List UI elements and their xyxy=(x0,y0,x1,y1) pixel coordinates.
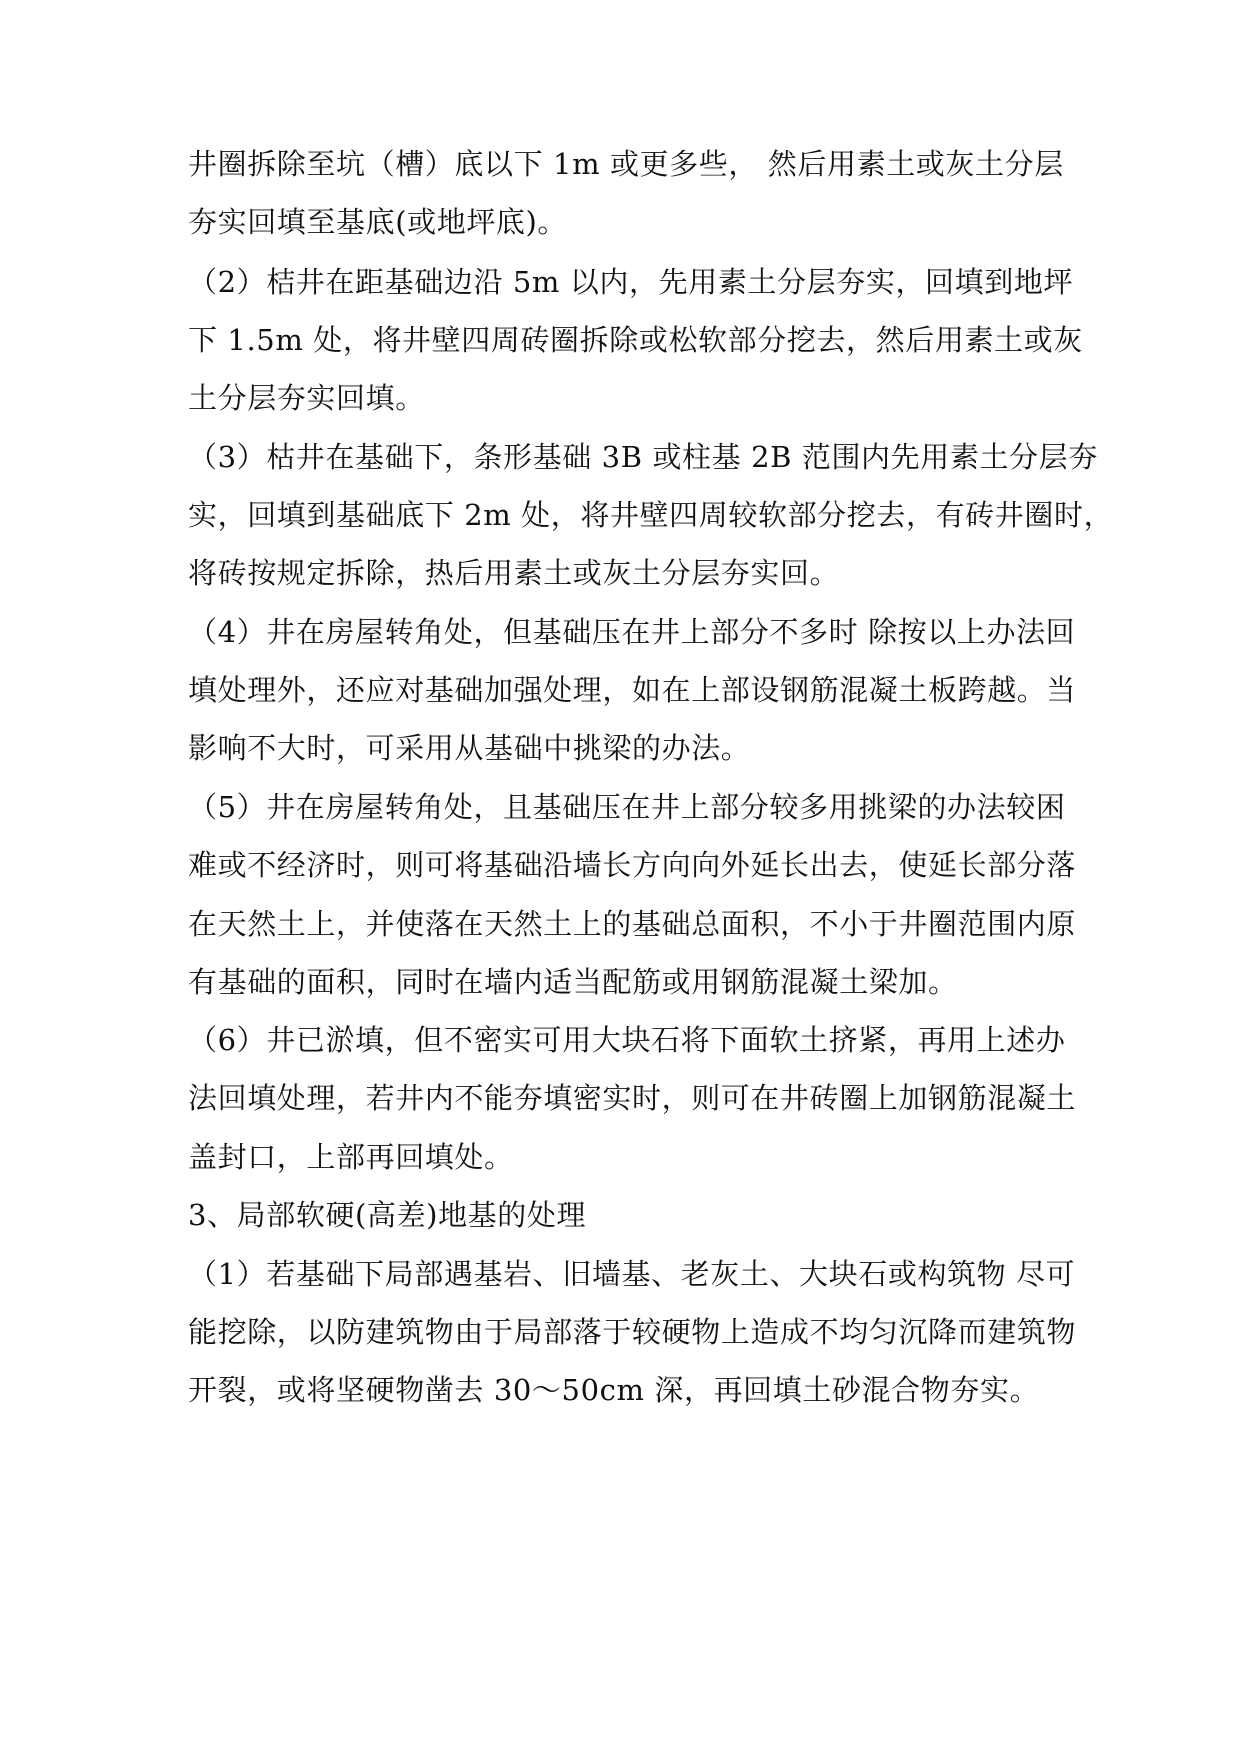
text-line-12: （5）井在房屋转角处，且基础压在井上部分较多用挑梁的办法较困 xyxy=(188,790,1066,824)
text-line-2: 夯实回填至基底(或地坪底)。 xyxy=(188,205,568,239)
text-line-15: 有基础的面积，同时在墙内适当配筋或用钢筋混凝土梁加。 xyxy=(188,965,958,999)
text-line-16: （6）井已淤填，但不密实可用大块石将下面软土挤紧，再用上述办 xyxy=(188,1023,1066,1057)
text-line-7: 实，回填到基础底下 2m 处，将井壁四周较软部分挖去，有砖井圈时， xyxy=(188,498,1114,532)
text-line-1: 井圈拆除至坑（槽）底以下 1m 或更多些， 然后用素土或灰土分层 xyxy=(188,147,1064,181)
text-line-8: 将砖按规定拆除，热后用素土或灰土分层夯实回。 xyxy=(188,556,840,590)
text-line-6: （3）枯井在基础下，条形基础 3B 或柱基 2B 范围内先用素土分层夯 xyxy=(188,440,1098,474)
text-line-5: 土分层夯实回填。 xyxy=(188,381,425,415)
text-line-9: （4）井在房屋转角处，但基础压在井上部分不多时 除按以上办法回 xyxy=(188,615,1076,649)
text-line-14: 在天然土上，并使落在天然土上的基础总面积，不小于井圈范围内原 xyxy=(188,907,1077,941)
text-line-22: 开裂，或将坚硬物凿去 30～50cm 深，再回填土砂混合物夯实。 xyxy=(188,1373,1040,1407)
text-line-3: （2）桔井在距基础边沿 5m 以内，先用素土分层夯实，回填到地坪 xyxy=(188,265,1074,299)
text-line-10: 填处理外，还应对基础加强处理，如在上部设钢筋混凝土板跨越。当 xyxy=(188,673,1077,707)
text-line-11: 影响不大时，可采用从基础中挑梁的办法。 xyxy=(188,731,751,765)
text-line-4: 下 1.5m 处，将井壁四周砖圈拆除或松软部分挖去，然后用素土或灰 xyxy=(188,323,1083,357)
text-line-21: 能挖除，以防建筑物由于局部落于较硬物上造成不均匀沉降而建筑物 xyxy=(188,1315,1077,1349)
text-line-20: （1）若基础下局部遇基岩、旧墙基、老灰土、大块石或构筑物 尽可 xyxy=(188,1257,1076,1291)
text-line-13: 难或不经济时，则可将基础沿墙长方向向外延长出去，使延长部分落 xyxy=(188,848,1077,882)
text-line-18: 盖封口，上部再回填处。 xyxy=(188,1140,514,1174)
text-line-17: 法回填处理，若井内不能夯填密实时，则可在井砖圈上加钢筋混凝土 xyxy=(188,1081,1077,1115)
section-heading: 3、局部软硬(高差)地基的处理 xyxy=(188,1198,587,1232)
